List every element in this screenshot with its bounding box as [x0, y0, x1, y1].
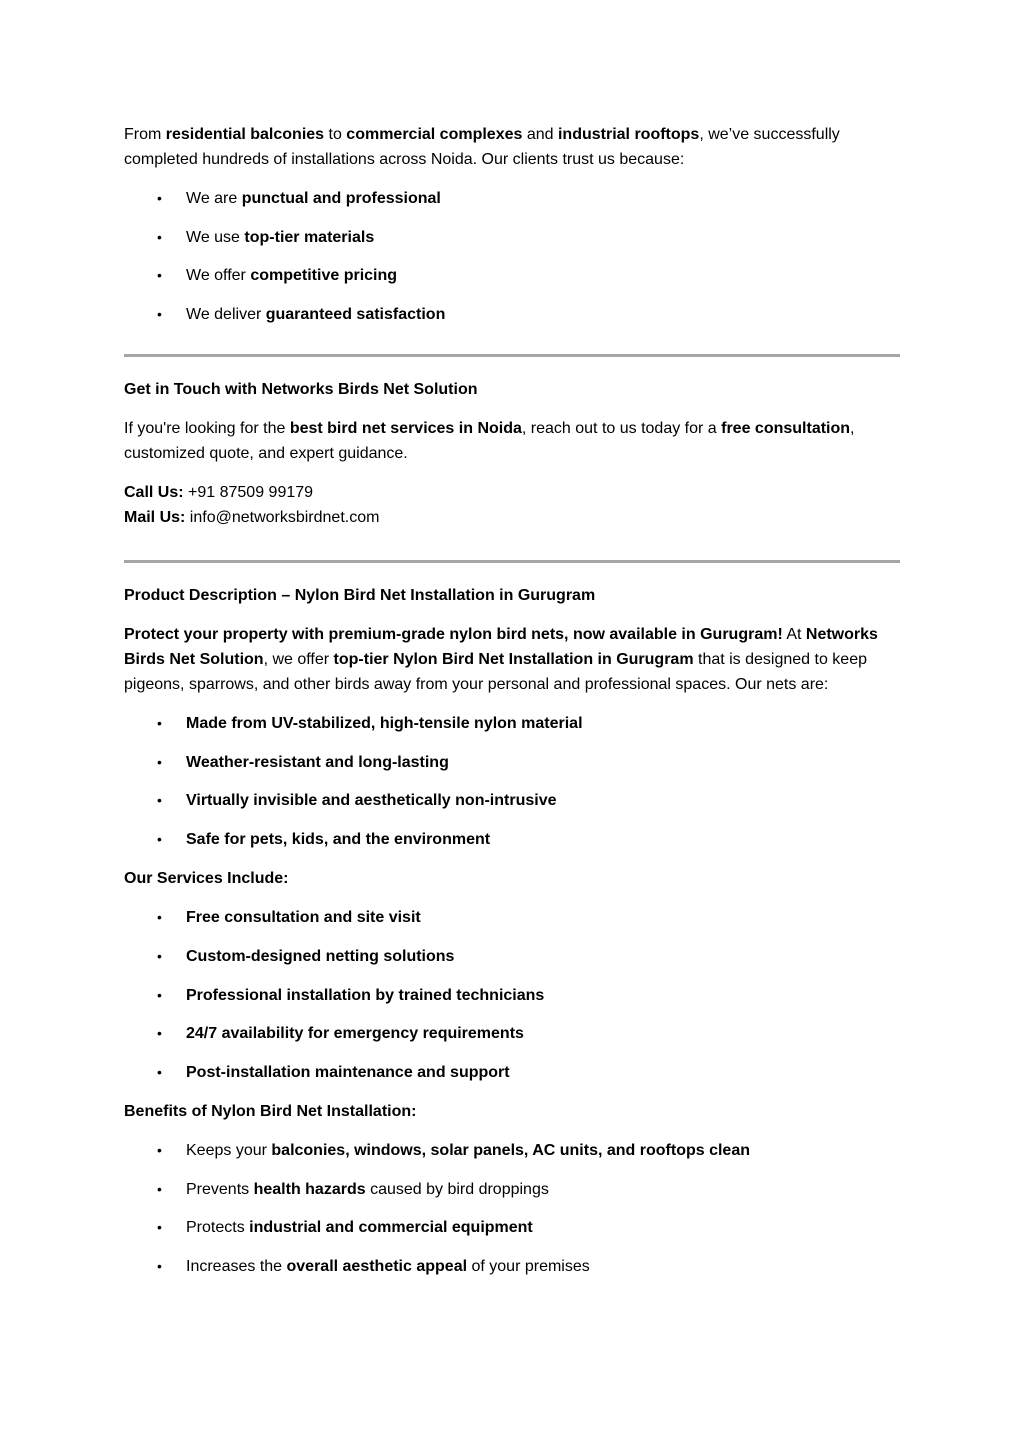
- services-list: [124, 905, 900, 1085]
- list-item-bold: Free consultation and site visit: [186, 909, 421, 927]
- list-item-bold: Made from UV-stabilized, high-tensile nylon material: [186, 715, 583, 733]
- bullet-icon: •: [157, 228, 162, 245]
- product-bold-3: top-tier Nylon Bird Net Installation in Gurugram: [333, 651, 694, 669]
- list-item: [124, 944, 900, 969]
- list-item-bold: health hazards: [253, 1180, 366, 1198]
- list-item-bold: competitive pricing: [250, 267, 398, 285]
- bullet-icon: •: [157, 1025, 162, 1042]
- list-item-text: Keeps your: [186, 1141, 272, 1159]
- list-item-bold: Post-installation maintenance and support: [186, 1063, 510, 1081]
- list-item-text: We use: [186, 228, 245, 246]
- call-label: Call Us:: [124, 484, 184, 502]
- list-item-text: caused by bird droppings: [365, 1180, 549, 1198]
- list-item-text: of your premises: [467, 1257, 590, 1275]
- bullet-icon: •: [157, 831, 162, 848]
- bullet-icon: •: [157, 947, 162, 964]
- product-text-3: that is designed to keep pigeons, sparrows, and other birds away from your personal and professional spaces. Our nets are:: [124, 651, 867, 694]
- bullet-icon: •: [157, 1180, 162, 1197]
- product-paragraph: [124, 622, 900, 697]
- list-item-text: We are: [186, 190, 242, 207]
- bullet-icon: •: [157, 792, 162, 809]
- list-item-bold: Weather-resistant and long-lasting: [186, 753, 449, 771]
- contact-text-3: , customized quote, and expert guidance.: [124, 420, 855, 463]
- bullet-icon: •: [157, 715, 162, 732]
- contact-text-2: , reach out to us today for a: [521, 420, 722, 438]
- bullet-icon: •: [157, 306, 162, 323]
- mail-line: [124, 505, 900, 530]
- bullet-icon: •: [157, 1141, 162, 1158]
- bullet-icon: •: [157, 753, 162, 770]
- list-item: [124, 302, 900, 327]
- mail-label: Mail Us:: [124, 509, 186, 527]
- section-divider: [124, 354, 900, 357]
- product-heading: Product Description – Nylon Bird Net Installation in Gurugram: [124, 587, 596, 605]
- list-item-text: Increases the: [186, 1257, 287, 1275]
- intro-bold-3: industrial rooftops: [557, 126, 700, 143]
- list-item: [124, 750, 900, 775]
- list-item: [124, 905, 900, 930]
- trust-list: [124, 186, 900, 327]
- bullet-icon: •: [157, 909, 162, 926]
- contact-heading: Get in Touch with Networks Birds Net Solution: [124, 381, 478, 399]
- document-content: [124, 122, 900, 1293]
- list-item-bold: Safe for pets, kids, and the environment: [186, 831, 491, 849]
- list-item: [124, 1215, 900, 1240]
- contact-text-1: If you're looking for the: [124, 420, 290, 438]
- intro-bold-2: commercial complexes: [346, 126, 523, 143]
- intro-text-3: and: [522, 126, 558, 143]
- list-item: [124, 225, 900, 250]
- bullet-icon: •: [157, 190, 162, 206]
- list-item: [124, 263, 900, 288]
- list-item-bold: guaranteed satisfaction: [265, 306, 446, 324]
- contact-paragraph: [124, 416, 900, 466]
- list-item-bold: Professional installation by trained technicians: [186, 986, 545, 1004]
- benefits-heading: Benefits of Nylon Bird Net Installation:: [124, 1102, 417, 1120]
- bullet-icon: •: [157, 1063, 162, 1080]
- intro-paragraph: [124, 122, 900, 172]
- intro-text-2: to: [324, 126, 347, 143]
- feature-list: [124, 711, 900, 852]
- product-text-1: At: [782, 626, 806, 644]
- intro-text-4: , we’ve successfully completed hundreds of installations across Noida. Our clients trust us because:: [124, 126, 840, 168]
- contact-bold-2: free consultation: [721, 420, 851, 438]
- product-text-2: , we offer: [263, 651, 334, 669]
- list-item-bold: overall aesthetic appeal: [286, 1257, 468, 1275]
- list-item-text: We deliver: [186, 306, 266, 324]
- section-divider: [124, 560, 900, 563]
- list-item: [124, 1060, 900, 1085]
- list-item-text: We offer: [186, 267, 251, 285]
- list-item-text: Prevents: [186, 1180, 254, 1198]
- list-item-bold: industrial and commercial equipment: [249, 1219, 533, 1237]
- bullet-icon: •: [157, 986, 162, 1003]
- list-item: [124, 788, 900, 813]
- list-item: [124, 983, 900, 1008]
- list-item: [124, 186, 900, 211]
- list-item: [124, 1254, 900, 1279]
- list-item-bold: Custom-designed netting solutions: [186, 947, 455, 965]
- call-line: [124, 480, 900, 505]
- bullet-icon: •: [157, 267, 162, 284]
- product-bold-1: Protect your property with premium-grade nylon bird nets, now available in Gurugram!: [124, 626, 783, 644]
- product-bold-2: Networks Birds Net Solution: [124, 626, 878, 669]
- list-item-text: Protects: [186, 1219, 250, 1237]
- services-heading: Our Services Include:: [124, 870, 289, 888]
- list-item-bold: top-tier materials: [244, 228, 375, 246]
- benefits-list: [124, 1138, 900, 1279]
- contact-bold-1: best bird net services in Noida: [289, 420, 522, 438]
- list-item: [124, 1138, 900, 1163]
- list-item: [124, 1021, 900, 1046]
- bullet-icon: •: [157, 1219, 162, 1236]
- call-value: +91 87509 99179: [183, 484, 314, 502]
- intro-bold-1: residential balconies: [165, 126, 325, 143]
- list-item: [124, 711, 900, 736]
- mail-value: info@networksbirdnet.com: [185, 509, 380, 527]
- list-item: [124, 1177, 900, 1202]
- list-item-bold: balconies, windows, solar panels, AC units, and rooftops clean: [271, 1141, 750, 1159]
- list-item-bold: Virtually invisible and aesthetically non-intrusive: [186, 792, 557, 810]
- list-item: [124, 827, 900, 852]
- bullet-icon: •: [157, 1257, 162, 1274]
- list-item-bold: punctual and professional: [241, 190, 441, 207]
- intro-text-1: From: [124, 126, 166, 143]
- list-item-bold: 24/7 availability for emergency requirements: [186, 1025, 524, 1043]
